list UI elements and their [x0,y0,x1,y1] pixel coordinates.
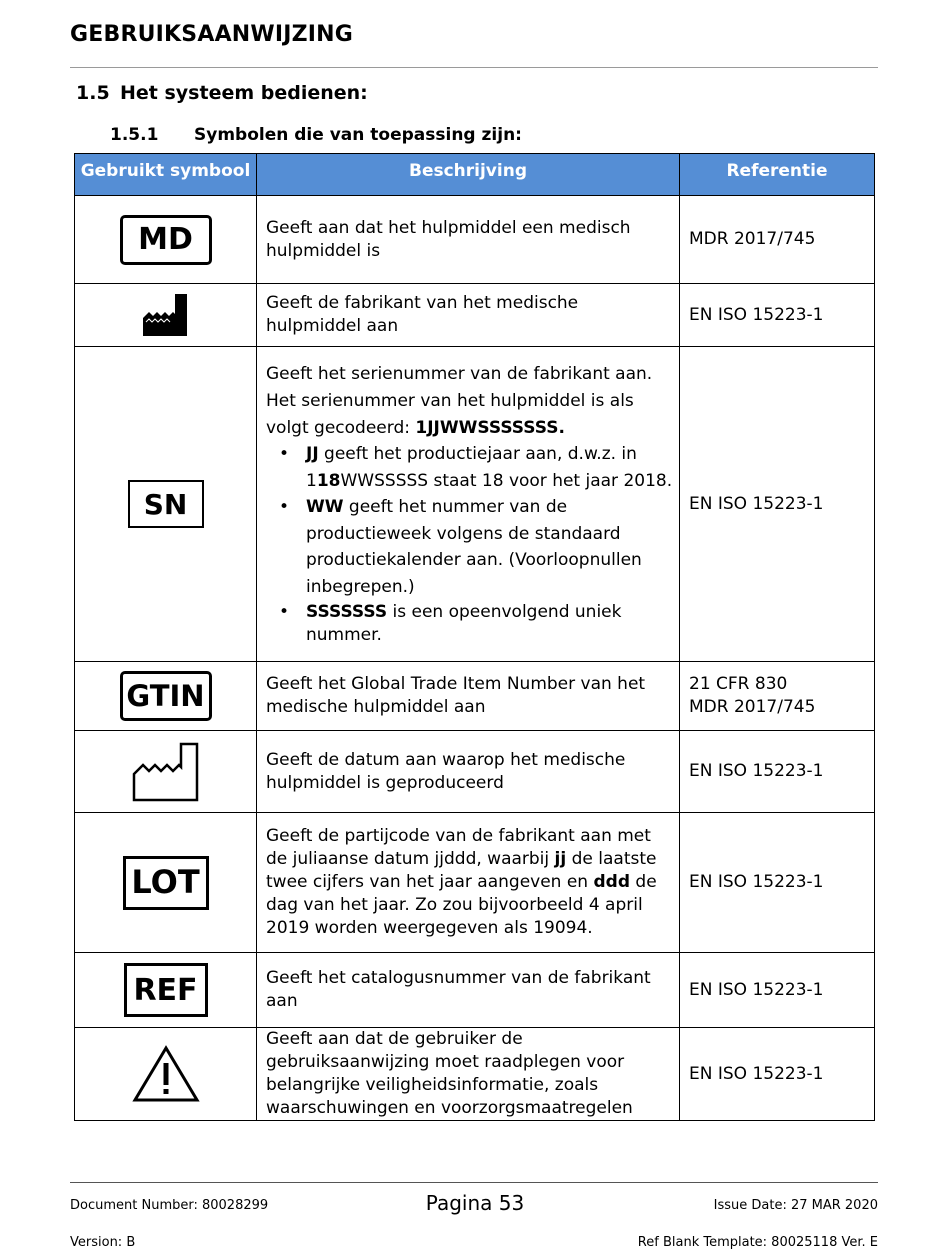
serial-code-end: . [558,417,565,438]
header-divider [70,67,878,68]
template-reference: Ref Blank Template: 80025118 Ver. E [637,1235,878,1250]
table-row [75,731,875,813]
footer-divider [70,1182,878,1183]
symbol-cell [75,196,257,284]
symbol-cell [75,1028,257,1121]
reference-cell: EN ISO 15223-1 [680,953,875,1028]
header-reference: Referentie [680,154,875,196]
lot-term: jj [554,849,567,869]
table-row [75,813,875,953]
serial-bullets [266,441,673,647]
symbols-table [74,153,875,1121]
lot-text: de laatste twee cijfers van het jaar aangeven en [266,849,657,892]
subsection-title: Symbolen die van toepassing zijn: [194,125,522,145]
section-title: Het systeem bedienen: [120,82,368,104]
gtin-symbol: GTIN [120,671,212,721]
section-heading [76,82,368,104]
serial-number-symbol: SN [128,480,204,528]
lot-code-symbol: LOT [123,856,209,910]
table-row [75,662,875,731]
issue-date: Issue Date: 27 MAR 2020 [713,1198,878,1213]
description-cell: Geeft het catalogusnummer van de fabrikant aan [257,953,680,1028]
bullet-term: SSSSSSS [306,601,388,622]
bullet-term: JJ [306,444,319,465]
version: Version: B [70,1235,136,1250]
table-row [75,347,875,662]
medical-device-symbol: MD [120,215,212,265]
symbol-cell [75,813,257,953]
manufacturer-symbol [141,292,191,338]
symbol-cell [75,284,257,347]
serial-intro-text: Geeft het serienummer van de fabrikant aan. Het serienummer van het hulpmiddel is als volgt gecodeerd: [266,364,653,438]
reference-line: 21 CFR 830 [689,674,788,694]
description-cell [257,347,680,662]
description-cell [257,813,680,953]
symbol-cell [75,662,257,731]
description-cell: Geeft de fabrikant van het medische hulpmiddel aan [257,284,680,347]
description-cell: Geeft aan dat het hulpmiddel een medisch hulpmiddel is [257,196,680,284]
bullet-text: WWSSSSS staat 18 voor het jaar 2018. [340,470,673,491]
reference-cell [680,662,875,731]
bullet-term: WW [306,497,344,518]
list-item [306,601,673,647]
document-title: GEBRUIKSAANWIJZING [70,22,354,47]
date-of-manufacture-symbol [131,740,201,804]
bullet-text: geeft het nummer van de productieweek volgens de standaard productiekalender aan. (Voorloopnullen inbegrepen.) [306,497,642,598]
bullet-text: is een opeenvolgend uniek nummer. [306,601,622,645]
table-row [75,196,875,284]
table-row [75,284,875,347]
description-cell: Geeft de datum aan waarop het medische hulpmiddel is geproduceerd [257,731,680,813]
reference-line: MDR 2017/745 [689,697,816,717]
reference-cell: EN ISO 15223-1 [680,347,875,662]
catalogue-number-symbol: REF [124,963,208,1017]
reference-cell: EN ISO 15223-1 [680,731,875,813]
header-symbol: Gebruikt symbool [75,154,257,196]
lot-text: de dag van het jaar. Zo zou bijvoorbeeld 4 april 2019 worden weergegeven als 19094. [266,872,657,938]
page-number: Pagina 53 [425,1191,525,1215]
reference-cell: MDR 2017/745 [680,196,875,284]
serial-intro [266,361,673,441]
symbol-cell [75,953,257,1028]
document-number: Document Number: 80028299 [70,1198,269,1213]
bullet-term: 18 [316,470,341,491]
description-cell: Geeft aan dat de gebruiker de gebruiksaanwijzing moet raadplegen voor belangrijke veiligheidsinformatie, zoals waarschuwingen en voorzorgsmaatregelen [257,1028,680,1121]
reference-cell: EN ISO 15223-1 [680,813,875,953]
header-description: Beschrijving [257,154,680,196]
reference-cell: EN ISO 15223-1 [680,284,875,347]
lot-term: ddd [593,872,630,892]
section-number: 1.5 [76,82,110,104]
serial-code: 1JJWWSSSSSSS [415,417,559,438]
description-cell: Geeft het Global Trade Item Number van het medische hulpmiddel aan [257,662,680,731]
caution-warning-icon [132,1045,200,1103]
table-row [75,953,875,1028]
list-item [306,494,673,600]
table-row [75,1028,875,1121]
list-item [306,441,673,494]
table-header-row [75,154,875,196]
symbol-cell [75,731,257,813]
bullet-text: geeft het productiejaar aan, d.w.z. in 1 [306,444,637,491]
reference-cell: EN ISO 15223-1 [680,1028,875,1121]
subsection-heading [110,125,522,145]
lot-text: Geeft de partijcode van de fabrikant aan met de juliaanse datum jjddd, waarbij [266,826,651,869]
subsection-number: 1.5.1 [110,125,159,145]
symbol-cell [75,347,257,662]
